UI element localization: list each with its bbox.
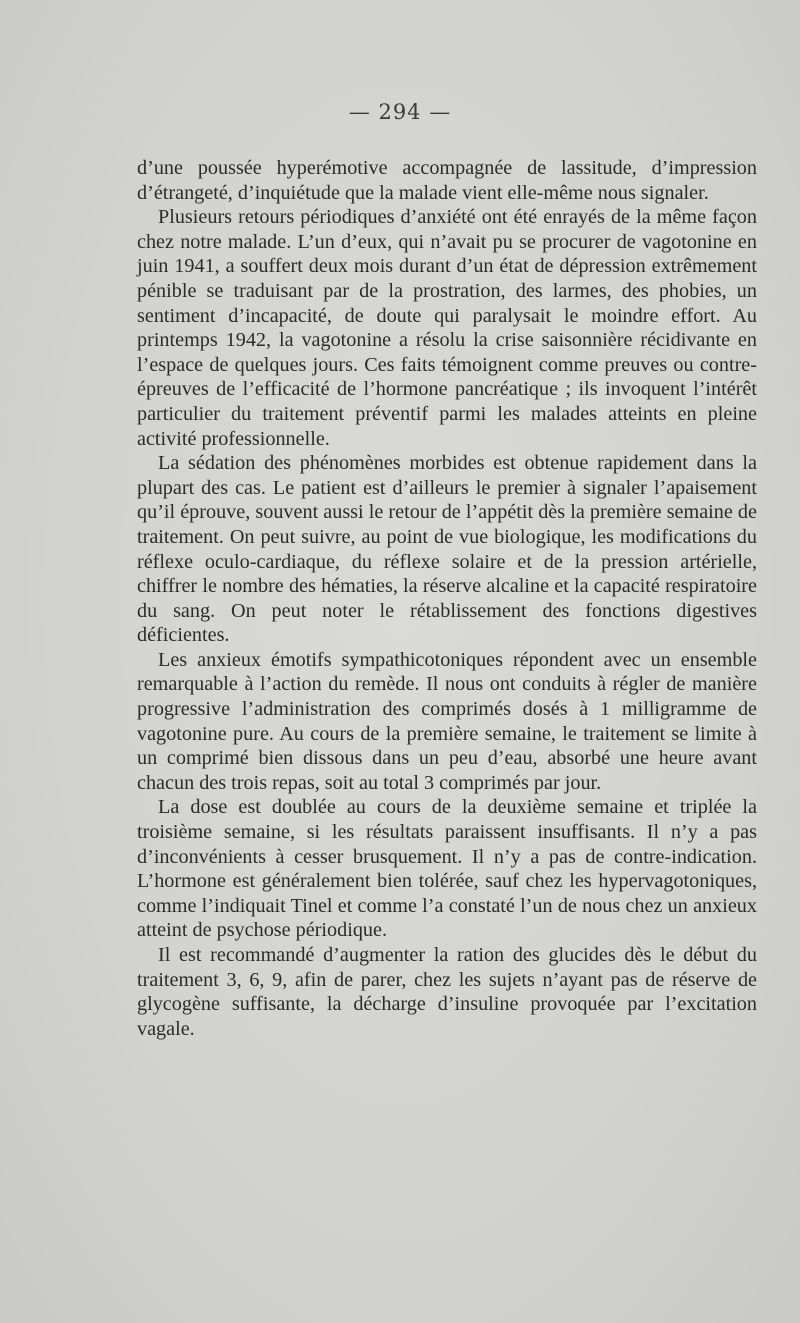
body-text bbox=[137, 156, 757, 1041]
paragraph-1: d’une poussée hyperémotive accompagnée de lassitude, d’impression d’étrangeté, d’inquiétude que la malade vient elle-même nous signaler. bbox=[137, 157, 757, 204]
paragraph-4: Les anxieux émotifs sympathicotoniques répondent avec un ensemble remarquable à l’action du remède. Il nous ont conduits à régler de manière progressive l’administration des comprimés dosés à 1 milligramme de vagotonine pure. Au cours de la première semaine, le traitement se limite à un comprimé bien dissous dans un peu d’eau, absorbé une heure avant chacun des trois repas, soit au total 3 comprimés par jour. bbox=[137, 648, 757, 794]
paragraph-2: Plusieurs retours périodiques d’anxiété ont été enrayés de la même façon chez notre malade. L’un d’eux, qui n’avait pu se procurer de vagotonine en juin 1941, a souffert deux mois durant d’un état de dépression extrêmement pénible se traduisant par de la prostration, des larmes, des phobies, un sentiment d’incapacité, de doute qui paralysait le moindre effort. Au printemps 1942, la vagotonine a résolu la crise saisonnière récidivante en l’espace de quelques jours. Ces faits témoignent comme preuves ou contre-épreuves de l’efficacité de l’hormone pancréatique ; ils invoquent l’intérêt particulier du traitement préventif parmi les malades atteints en pleine activité professionnelle. bbox=[137, 206, 757, 450]
paragraph-6: Il est recommandé d’augmenter la ration des glucides dès le début du traitement 3, 6, 9, afin de parer, chez les sujets n’ayant pas de réserve de glycogène suffisante, la décharge d’insuline provoquée par l’excitation vagale. bbox=[137, 944, 757, 1040]
paragraph-5: La dose est doublée au cours de la deuxième semaine et triplée la troisième semaine, si les résultats paraissent insuffisants. Il n’y a pas d’inconvénients à cesser brusquement. Il n’y a pas de contre-indication. L’hormone est généralement bien tolérée, sauf chez les hypervagotoniques, comme l’indiquait Tinel et comme l’a constaté l’un de nous chez un anxieux atteint de psychose périodique. bbox=[137, 796, 757, 942]
paragraph-3: La sédation des phénomènes morbides est obtenue rapidement dans la plupart des cas. Le patient est d’ailleurs le premier à signaler l’apaisement qu’il éprouve, souvent aussi le retour de l’appétit dès la première semaine de traitement. On peut suivre, au point de vue biologique, les modifications du réflexe oculo-cardiaque, du réflexe solaire et de la pression artérielle, chiffrer le nombre des hématies, la réserve alcaline et la capacité respiratoire du sang. On peut noter le rétablissement des fonctions digestives déficientes. bbox=[137, 452, 757, 647]
page-number: — 294 — bbox=[348, 100, 452, 124]
